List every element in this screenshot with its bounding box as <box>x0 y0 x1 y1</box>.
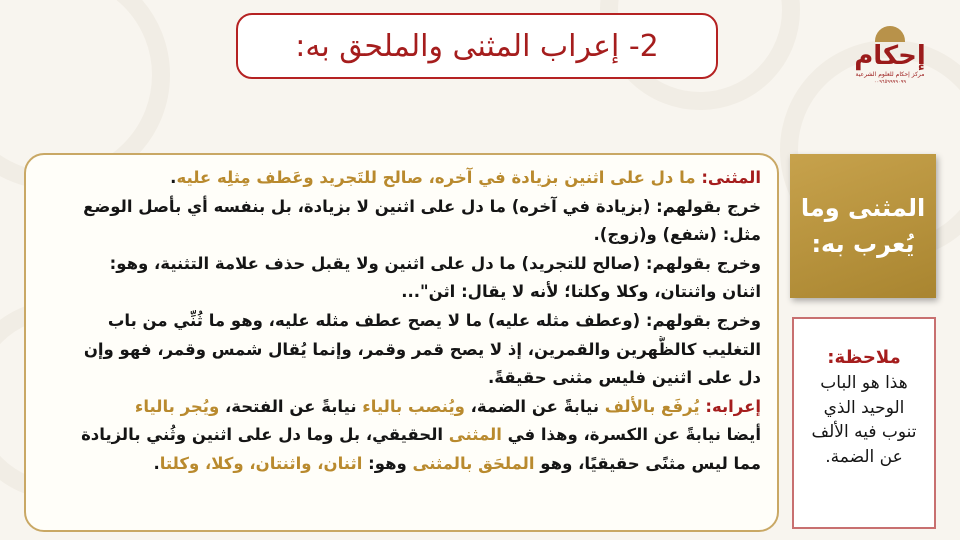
note-title: ملاحظة: <box>827 347 901 368</box>
paragraph-3-line-2: التغليب كالظُّهرين والقمرين، إذ لا يصح قمر وقمر، وإنما يُقال شمس وقمر، فهو وإن <box>83 339 761 359</box>
irab-line-3 <box>40 450 761 479</box>
definition-end: . <box>170 168 177 187</box>
irab-mulhaq: الملحَق بالمثنى <box>412 453 535 473</box>
note-line-4: عن الضمة. <box>825 446 903 467</box>
irab-jarr: ويُجر بالياء <box>134 396 220 416</box>
paragraph-2-line-2: اثنان واثنتان، وكلا وكلتا؛ لأنه لا يقال: اثن"... <box>401 282 761 302</box>
note-line-1: هذا هو الباب <box>820 373 908 393</box>
irab-muthanna: المثنى <box>448 425 502 445</box>
irab-line-3-end: . <box>153 453 160 473</box>
main-content-box <box>24 153 779 532</box>
definition-label: المثنى: <box>701 168 761 187</box>
definition-line <box>40 164 761 193</box>
definition-text: ما دل على اثنين بزيادة في آخره، صالح للتَجريد وعَطف مِثلِه عليه <box>176 168 696 187</box>
section-card <box>790 154 936 298</box>
section-card-line-2: يُعرب به: <box>811 230 915 258</box>
slide-title: 2- إعراب المثنى والملحق به: <box>295 28 659 64</box>
irab-label: إعرابه: <box>705 396 761 416</box>
note-text <box>794 371 934 469</box>
slide-title-box <box>236 13 718 79</box>
irab-nasb-note: نيابةً عن الفتحة، <box>224 396 357 416</box>
irab-line-2-c: الحقيقي، بل وما دل على اثنين وثُني بالزيادة <box>81 425 444 445</box>
section-card-label <box>801 190 925 262</box>
irab-line-2 <box>40 421 761 450</box>
note-box <box>792 317 936 529</box>
irab-line-1 <box>40 393 761 422</box>
note-line-3: تنوب فيه الألف <box>811 422 917 442</box>
logo-tagline: مركز إحكام للعلوم الشرعية <box>855 71 925 78</box>
irab-raf-note: نيابةً عن الضمة، <box>470 396 600 416</box>
section-card-line-1: المثنى وما <box>800 194 926 222</box>
paragraph-3-line-1: وخرج بقولهم: (وعطف مثله عليه) ما لا يصح عطف مثله عليه، وهو ما ثُنِّي من باب <box>107 310 761 330</box>
paragraph-1-line-2: مثل: (شفع) و(زوج). <box>593 225 761 245</box>
paragraph-3-line-3: دل على اثنين فليس مثنى حقيقةً. <box>487 368 761 388</box>
irab-line-3-a: مما ليس مثنًى حقيقيًا، وهو <box>540 453 761 473</box>
irab-raf: يُرفَع بالألف <box>604 396 700 416</box>
logo-dome-icon <box>875 26 905 42</box>
brand-logo <box>848 26 932 96</box>
irab-line-3-c: وهو: <box>368 453 407 473</box>
paragraph-2-line-1: وخرج بقولهم: (صالح للتجريد) ما دل على اثنين ولا يقبل حذف علامة التثنية، وهو: <box>109 253 761 273</box>
irab-examples: اثنان، واثنتان، وكلا، وكلتا <box>159 453 363 473</box>
irab-line-2-a: أيضا نيابةً عن الكسرة، وهذا في <box>507 425 761 445</box>
irab-nasb: ويُنصب بالياء <box>362 396 465 416</box>
logo-wordmark: إحكام <box>854 41 926 71</box>
paragraph-1-line-1: خرج بقولهم: (بزيادة في آخره) ما دل على اثنين لا بزيادة، بل بنفسه أي بأصل الوضع <box>83 196 761 216</box>
logo-phone: ٠٠٩٦٥٩٩٩٩٠٩٩ <box>873 79 907 85</box>
note-line-2: الوحيد الذي <box>823 397 905 418</box>
